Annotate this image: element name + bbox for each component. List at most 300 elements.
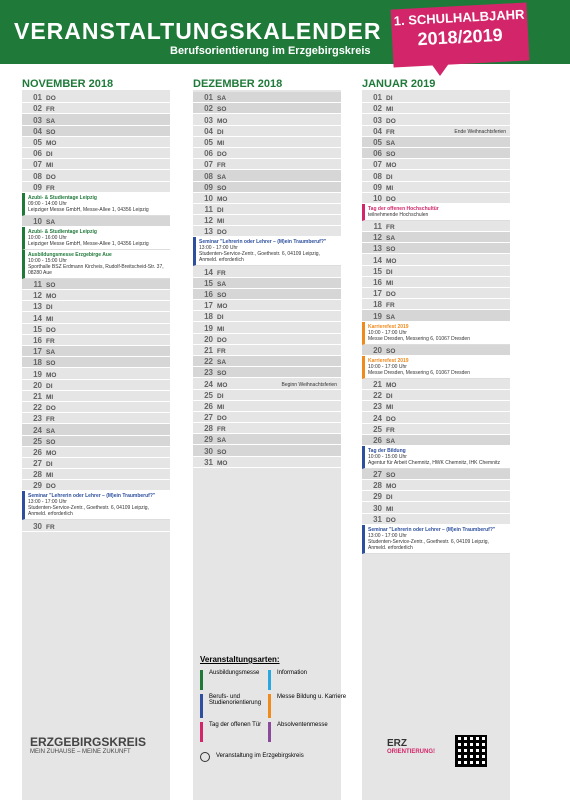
day-row: [362, 92, 510, 103]
weekday: DO: [386, 291, 396, 299]
day-row: [22, 279, 170, 290]
weekday: FR: [386, 426, 395, 434]
day-row: [362, 390, 510, 401]
day-number: 30: [373, 503, 382, 513]
weekday: MO: [217, 117, 228, 125]
weekday: SA: [386, 235, 396, 243]
legend-ausbildungsmesse: Ausbildungsmesse: [200, 670, 259, 690]
day-row: [193, 266, 341, 277]
day-row: [362, 137, 510, 148]
day-row: [22, 290, 170, 301]
day-number: 06: [373, 149, 382, 159]
weekday: MO: [386, 162, 397, 170]
day-row: [22, 148, 170, 159]
day-number: 26: [373, 435, 382, 445]
day-number: 04: [204, 126, 213, 136]
day-number: 13: [373, 244, 382, 254]
day-row: [362, 103, 510, 114]
month-title-december: DEZEMBER 2018: [193, 78, 283, 90]
weekday: DI: [46, 461, 53, 469]
day-number: 03: [204, 115, 213, 125]
day-number: 24: [204, 379, 213, 389]
day-number: 31: [204, 457, 213, 467]
day-row: [193, 334, 341, 345]
day-number: 02: [204, 104, 213, 114]
weekday: FR: [217, 426, 226, 434]
day-row: [193, 378, 341, 389]
weekday: SA: [386, 313, 396, 321]
day-number: 07: [373, 160, 382, 170]
day-row: [362, 401, 510, 412]
day-row: [193, 457, 341, 468]
weekday: SO: [217, 448, 227, 456]
weekday: MO: [46, 449, 57, 457]
legend-circle-label: Veranstaltung im Erzgebirgskreis: [216, 753, 304, 759]
day-number: 29: [373, 492, 382, 502]
weekday: SA: [386, 437, 396, 445]
day-number: 14: [204, 267, 213, 277]
weekday: FR: [217, 162, 226, 170]
day-row: [362, 114, 510, 125]
weekday: MI: [217, 218, 225, 226]
weekday: MO: [217, 459, 228, 467]
day-row: [22, 391, 170, 402]
day-number: 26: [33, 447, 42, 457]
weekday: MI: [46, 472, 54, 480]
day-number: 10: [204, 193, 213, 203]
weekday: DO: [46, 483, 56, 491]
day-number: 27: [33, 459, 42, 469]
event-entry: Tag der Bildung 10:00 - 15:00 Uhr Agentur für Arbeit Chemnitz, HWK Chemnitz, IHK Chemnitz: [362, 446, 510, 469]
day-row: [193, 412, 341, 423]
day-number: 25: [373, 424, 382, 434]
day-number: 04: [33, 126, 42, 136]
weekday: DO: [217, 415, 227, 423]
day-row: [22, 436, 170, 447]
weekday: SO: [217, 106, 227, 114]
weekday: MO: [217, 303, 228, 311]
day-row: [362, 159, 510, 170]
weekday: DO: [217, 336, 227, 344]
month-title-january: JANUAR 2019: [362, 78, 436, 90]
day-row: [362, 182, 510, 193]
weekday: FR: [46, 184, 55, 192]
badge-line1: 1. SCHULHALBJAHR: [393, 6, 525, 29]
day-row: [193, 215, 341, 226]
day-number: 23: [204, 368, 213, 378]
day-row: [22, 159, 170, 170]
weekday: FR: [386, 128, 395, 136]
day-number: 30: [204, 446, 213, 456]
day-number: 21: [204, 345, 213, 355]
day-row: [22, 458, 170, 469]
weekday: MO: [217, 195, 228, 203]
weekday: SO: [217, 292, 227, 299]
day-row: [193, 137, 341, 148]
event-entry: Karrierefest 2019 10:00 - 17:00 Uhr Messe Dresden, Messering 6, 01067 Dresden: [362, 322, 510, 345]
day-number: 31: [373, 514, 382, 524]
weekday: DO: [46, 173, 56, 181]
weekday: SO: [386, 347, 396, 355]
day-row: [22, 324, 170, 335]
day-row: [22, 480, 170, 491]
day-number: 15: [373, 266, 382, 276]
day-row: [193, 300, 341, 311]
day-number: 05: [33, 137, 42, 147]
day-row: [362, 221, 510, 232]
weekday: SA: [46, 218, 56, 226]
weekday: SO: [386, 246, 396, 254]
legend-information: Information: [268, 670, 307, 690]
day-row: [362, 435, 510, 446]
day-number: 30: [33, 521, 42, 531]
day-row: [362, 254, 510, 265]
day-number: 19: [33, 369, 42, 379]
weekday: DI: [217, 207, 224, 215]
day-row: [193, 114, 341, 125]
weekday: FR: [386, 302, 395, 310]
weekday: DI: [217, 314, 224, 322]
weekday: MI: [217, 325, 225, 333]
weekday: DI: [386, 95, 393, 103]
day-row: [22, 182, 170, 193]
day-row: [22, 469, 170, 480]
weekday: DO: [386, 415, 396, 423]
day-row: [193, 182, 341, 193]
day-row: [362, 126, 510, 137]
day-row: [22, 126, 170, 137]
day-row: [193, 278, 341, 289]
legend-berufsorientierung: Berufs- und Studienorientierung: [200, 694, 260, 718]
day-number: 09: [373, 182, 382, 192]
badge-tail: [430, 62, 450, 76]
day-number: 27: [204, 413, 213, 423]
day-number: 23: [373, 402, 382, 412]
day-number: 06: [33, 149, 42, 159]
weekday: FR: [46, 416, 55, 424]
day-number: 15: [204, 278, 213, 288]
circle-icon: [200, 752, 210, 762]
weekday: SA: [217, 95, 227, 103]
day-row: [362, 243, 510, 254]
event-entry: Seminar "Lehrerin oder Lehrer – (M)ein Traumberuf?" 13:00 - 17:00 Uhr Studenten-Service-Zentr., Goethestr. 6, 04109 Leipzig, Anmeld. erforderlich: [362, 525, 510, 554]
day-row: [22, 520, 170, 531]
day-row: [362, 170, 510, 181]
day-row: [362, 288, 510, 299]
month-title-november: NOVEMBER 2018: [22, 78, 114, 90]
day-number: 24: [373, 413, 382, 423]
qr-code: [455, 735, 487, 767]
column-january: [362, 90, 510, 800]
day-row: [193, 445, 341, 456]
day-row: [362, 424, 510, 435]
erz-logo-sub: ORIENTIERUNG!: [387, 749, 435, 755]
day-number: 17: [33, 347, 42, 357]
weekday: DO: [46, 95, 56, 103]
day-number: 28: [204, 424, 213, 434]
weekday: MO: [386, 381, 397, 389]
day-row: [22, 103, 170, 114]
day-number: 18: [373, 300, 382, 310]
weekday: DI: [217, 392, 224, 400]
weekday: FR: [46, 523, 55, 531]
day-number: 08: [373, 171, 382, 181]
weekday: MI: [46, 393, 54, 401]
day-number: 06: [204, 149, 213, 159]
day-number: 19: [373, 311, 382, 321]
weekday: DI: [46, 382, 53, 390]
weekday: SA: [46, 427, 56, 435]
weekday: MI: [217, 403, 225, 411]
weekday: SO: [217, 370, 227, 378]
day-row: [22, 357, 170, 368]
day-row: [22, 402, 170, 413]
day-row: [22, 137, 170, 148]
erzgebirgskreis-logo: [30, 735, 146, 755]
day-row: [362, 232, 510, 243]
day-row: [362, 148, 510, 159]
weekday: DO: [46, 326, 56, 334]
weekday: SA: [217, 359, 227, 367]
day-number: 07: [204, 160, 213, 170]
weekday: DI: [386, 494, 393, 502]
day-row: [362, 502, 510, 513]
holiday-note: Ende Weihnachtsferien: [454, 128, 506, 135]
day-number: 04: [373, 126, 382, 136]
day-number: 19: [204, 323, 213, 333]
day-number: 23: [33, 414, 42, 424]
weekday: MI: [46, 162, 54, 170]
day-row: [193, 434, 341, 445]
weekday: FR: [217, 269, 226, 277]
day-row: [22, 170, 170, 181]
day-number: 11: [33, 280, 42, 290]
day-number: 22: [33, 403, 42, 413]
day-row: [362, 299, 510, 310]
weekday: DO: [217, 229, 227, 237]
day-number: 21: [33, 391, 42, 401]
day-number: 17: [204, 301, 213, 311]
day-row: [362, 310, 510, 321]
day-number: 10: [33, 216, 42, 226]
day-number: 01: [373, 93, 382, 103]
day-number: 08: [33, 171, 42, 181]
event-entry: Seminar "Lehrerin oder Lehrer – (M)ein Traumberuf?" 13:00 - 17:00 Uhr Studenten-Service-Zentr., Goethestr. 6, 04109 Leipzig, Anmeld. erforderlich: [193, 237, 341, 266]
day-number: 29: [204, 435, 213, 445]
weekday: SO: [46, 438, 56, 446]
day-number: 01: [33, 93, 42, 103]
day-row: [193, 226, 341, 237]
day-number: 28: [33, 470, 42, 480]
badge-line2: 2018/2019: [417, 24, 504, 50]
day-number: 02: [373, 104, 382, 114]
day-number: 12: [373, 233, 382, 243]
day-number: 20: [33, 380, 42, 390]
day-row: [193, 148, 341, 159]
weekday: DO: [386, 117, 396, 125]
day-row: [22, 447, 170, 458]
weekday: MO: [386, 257, 397, 265]
weekday: SO: [46, 282, 56, 290]
day-number: 13: [33, 302, 42, 312]
day-row: [193, 126, 341, 137]
day-row: [22, 424, 170, 435]
day-row: [362, 514, 510, 525]
weekday: DI: [46, 151, 53, 159]
day-number: 18: [204, 312, 213, 322]
erz-logo-text: ERZ: [387, 738, 407, 749]
day-number: 22: [373, 391, 382, 401]
legend-messe-karriere: Messe Bildung u. Karriere: [268, 694, 346, 718]
weekday: MI: [386, 505, 394, 513]
day-row: [193, 204, 341, 215]
weekday: MI: [386, 106, 394, 114]
day-row: [193, 159, 341, 170]
legend: [200, 655, 348, 664]
erz-logo: [387, 738, 435, 755]
day-number: 09: [204, 182, 213, 192]
day-row: [22, 380, 170, 391]
day-number: 03: [33, 115, 42, 125]
school-year-badge: [391, 2, 530, 67]
page-subtitle: Berufsorientierung im Erzgebirgskreis: [170, 45, 371, 57]
legend-absolventenmesse: Absolventenmesse: [268, 722, 328, 742]
legend-tag-offene-tuer: Tag der offenen Tür: [200, 722, 261, 742]
logo-text: ERZGEBIRGSKREIS: [30, 735, 147, 749]
day-row: [193, 423, 341, 434]
day-number: 25: [33, 436, 42, 446]
event-entry: Azubi- & Studientage Leipzig 09:00 - 14:00 Uhr Leipziger Messe GmbH, Messe-Allee 1, 04356 Leipzig: [22, 193, 170, 216]
day-row: [22, 216, 170, 227]
day-number: 18: [33, 358, 42, 368]
day-number: 03: [373, 115, 382, 125]
day-number: 01: [204, 93, 213, 103]
weekday: DI: [217, 128, 224, 136]
weekday: DI: [386, 173, 393, 181]
day-number: 22: [204, 357, 213, 367]
weekday: MI: [386, 184, 394, 192]
weekday: SO: [46, 360, 56, 368]
day-row: [362, 193, 510, 204]
day-row: [22, 346, 170, 357]
weekday: DO: [386, 516, 396, 524]
weekday: FR: [46, 106, 55, 114]
day-row: [362, 491, 510, 502]
weekday: MO: [217, 381, 228, 389]
day-row: [22, 92, 170, 103]
day-number: 07: [33, 160, 42, 170]
day-row: [22, 301, 170, 312]
day-number: 20: [373, 345, 382, 355]
day-row: [193, 367, 341, 378]
day-number: 20: [204, 334, 213, 344]
weekday: MO: [46, 293, 57, 301]
day-number: 05: [204, 137, 213, 147]
day-row: [193, 311, 341, 322]
weekday: MI: [217, 139, 225, 147]
day-row: [362, 266, 510, 277]
day-row: [22, 312, 170, 323]
weekday: SA: [46, 117, 56, 125]
day-row: [193, 401, 341, 412]
day-row: [362, 345, 510, 356]
weekday: SA: [217, 280, 227, 288]
day-row: [193, 356, 341, 367]
day-row: [22, 368, 170, 379]
day-number: 29: [33, 481, 42, 491]
day-number: 27: [373, 470, 382, 480]
day-row: [193, 390, 341, 401]
event-entry: Azubi- & Studientage Leipzig 10:00 - 16:00 Uhr Leipziger Messe GmbH, Messe-Allee 1, 04356 Leipzig: [22, 227, 170, 250]
weekday: SO: [46, 128, 56, 136]
day-row: [362, 277, 510, 288]
day-row: [362, 469, 510, 480]
day-row: [22, 335, 170, 346]
page-title: VERANSTALTUNGSKALENDER: [14, 18, 382, 44]
day-row: [22, 114, 170, 125]
weekday: SO: [217, 184, 227, 192]
day-number: 15: [33, 324, 42, 334]
day-number: 21: [373, 379, 382, 389]
day-row: [193, 170, 341, 181]
holiday-note: Beginn Weihnachtsferien: [281, 381, 337, 388]
day-row: [362, 379, 510, 390]
day-number: 11: [373, 222, 382, 232]
day-row: [362, 412, 510, 423]
weekday: FR: [217, 347, 226, 355]
day-number: 10: [373, 193, 382, 203]
logo-sub: MEIN ZUHAUSE – MEINE ZUKUNFT: [30, 749, 131, 755]
event-entry: Ausbildungsmesse Erzgebirge Aue 10:00 - 15:00 Uhr Sporthalle BSZ Erdmann Kircheis, Rudolf-Breitscheid-Str. 37, 08280 Aue: [22, 250, 170, 279]
day-number: 13: [204, 227, 213, 237]
day-row: [193, 103, 341, 114]
day-row: [193, 322, 341, 333]
day-number: 12: [204, 216, 213, 226]
event-entry: Tag der offenen Hochschultür teilnehmende Hochschulen: [362, 204, 510, 221]
day-number: 25: [204, 390, 213, 400]
day-row: [193, 345, 341, 356]
day-number: 14: [33, 313, 42, 323]
weekday: DI: [46, 304, 53, 312]
legend-title: Veranstaltungsarten:: [200, 655, 280, 664]
day-row: [193, 92, 341, 103]
day-number: 11: [204, 205, 213, 215]
weekday: MI: [386, 280, 394, 287]
weekday: MI: [46, 315, 54, 323]
day-row: [193, 193, 341, 204]
weekday: DI: [386, 393, 393, 401]
weekday: MI: [386, 404, 394, 412]
weekday: MO: [46, 371, 57, 379]
day-number: 05: [373, 137, 382, 147]
weekday: SA: [217, 437, 227, 445]
weekday: SO: [386, 472, 396, 480]
day-number: 14: [373, 255, 382, 265]
weekday: MO: [46, 139, 57, 147]
day-number: 09: [33, 182, 42, 192]
day-number: 08: [204, 171, 213, 181]
weekday: SO: [386, 151, 396, 159]
column-november: [22, 90, 170, 800]
weekday: DO: [217, 151, 227, 159]
day-number: 28: [373, 481, 382, 491]
day-number: 16: [204, 290, 213, 299]
weekday: SA: [386, 139, 396, 147]
day-number: 17: [373, 289, 382, 299]
day-number: 16: [373, 278, 382, 287]
day-number: 26: [204, 401, 213, 411]
day-number: 16: [33, 336, 42, 345]
